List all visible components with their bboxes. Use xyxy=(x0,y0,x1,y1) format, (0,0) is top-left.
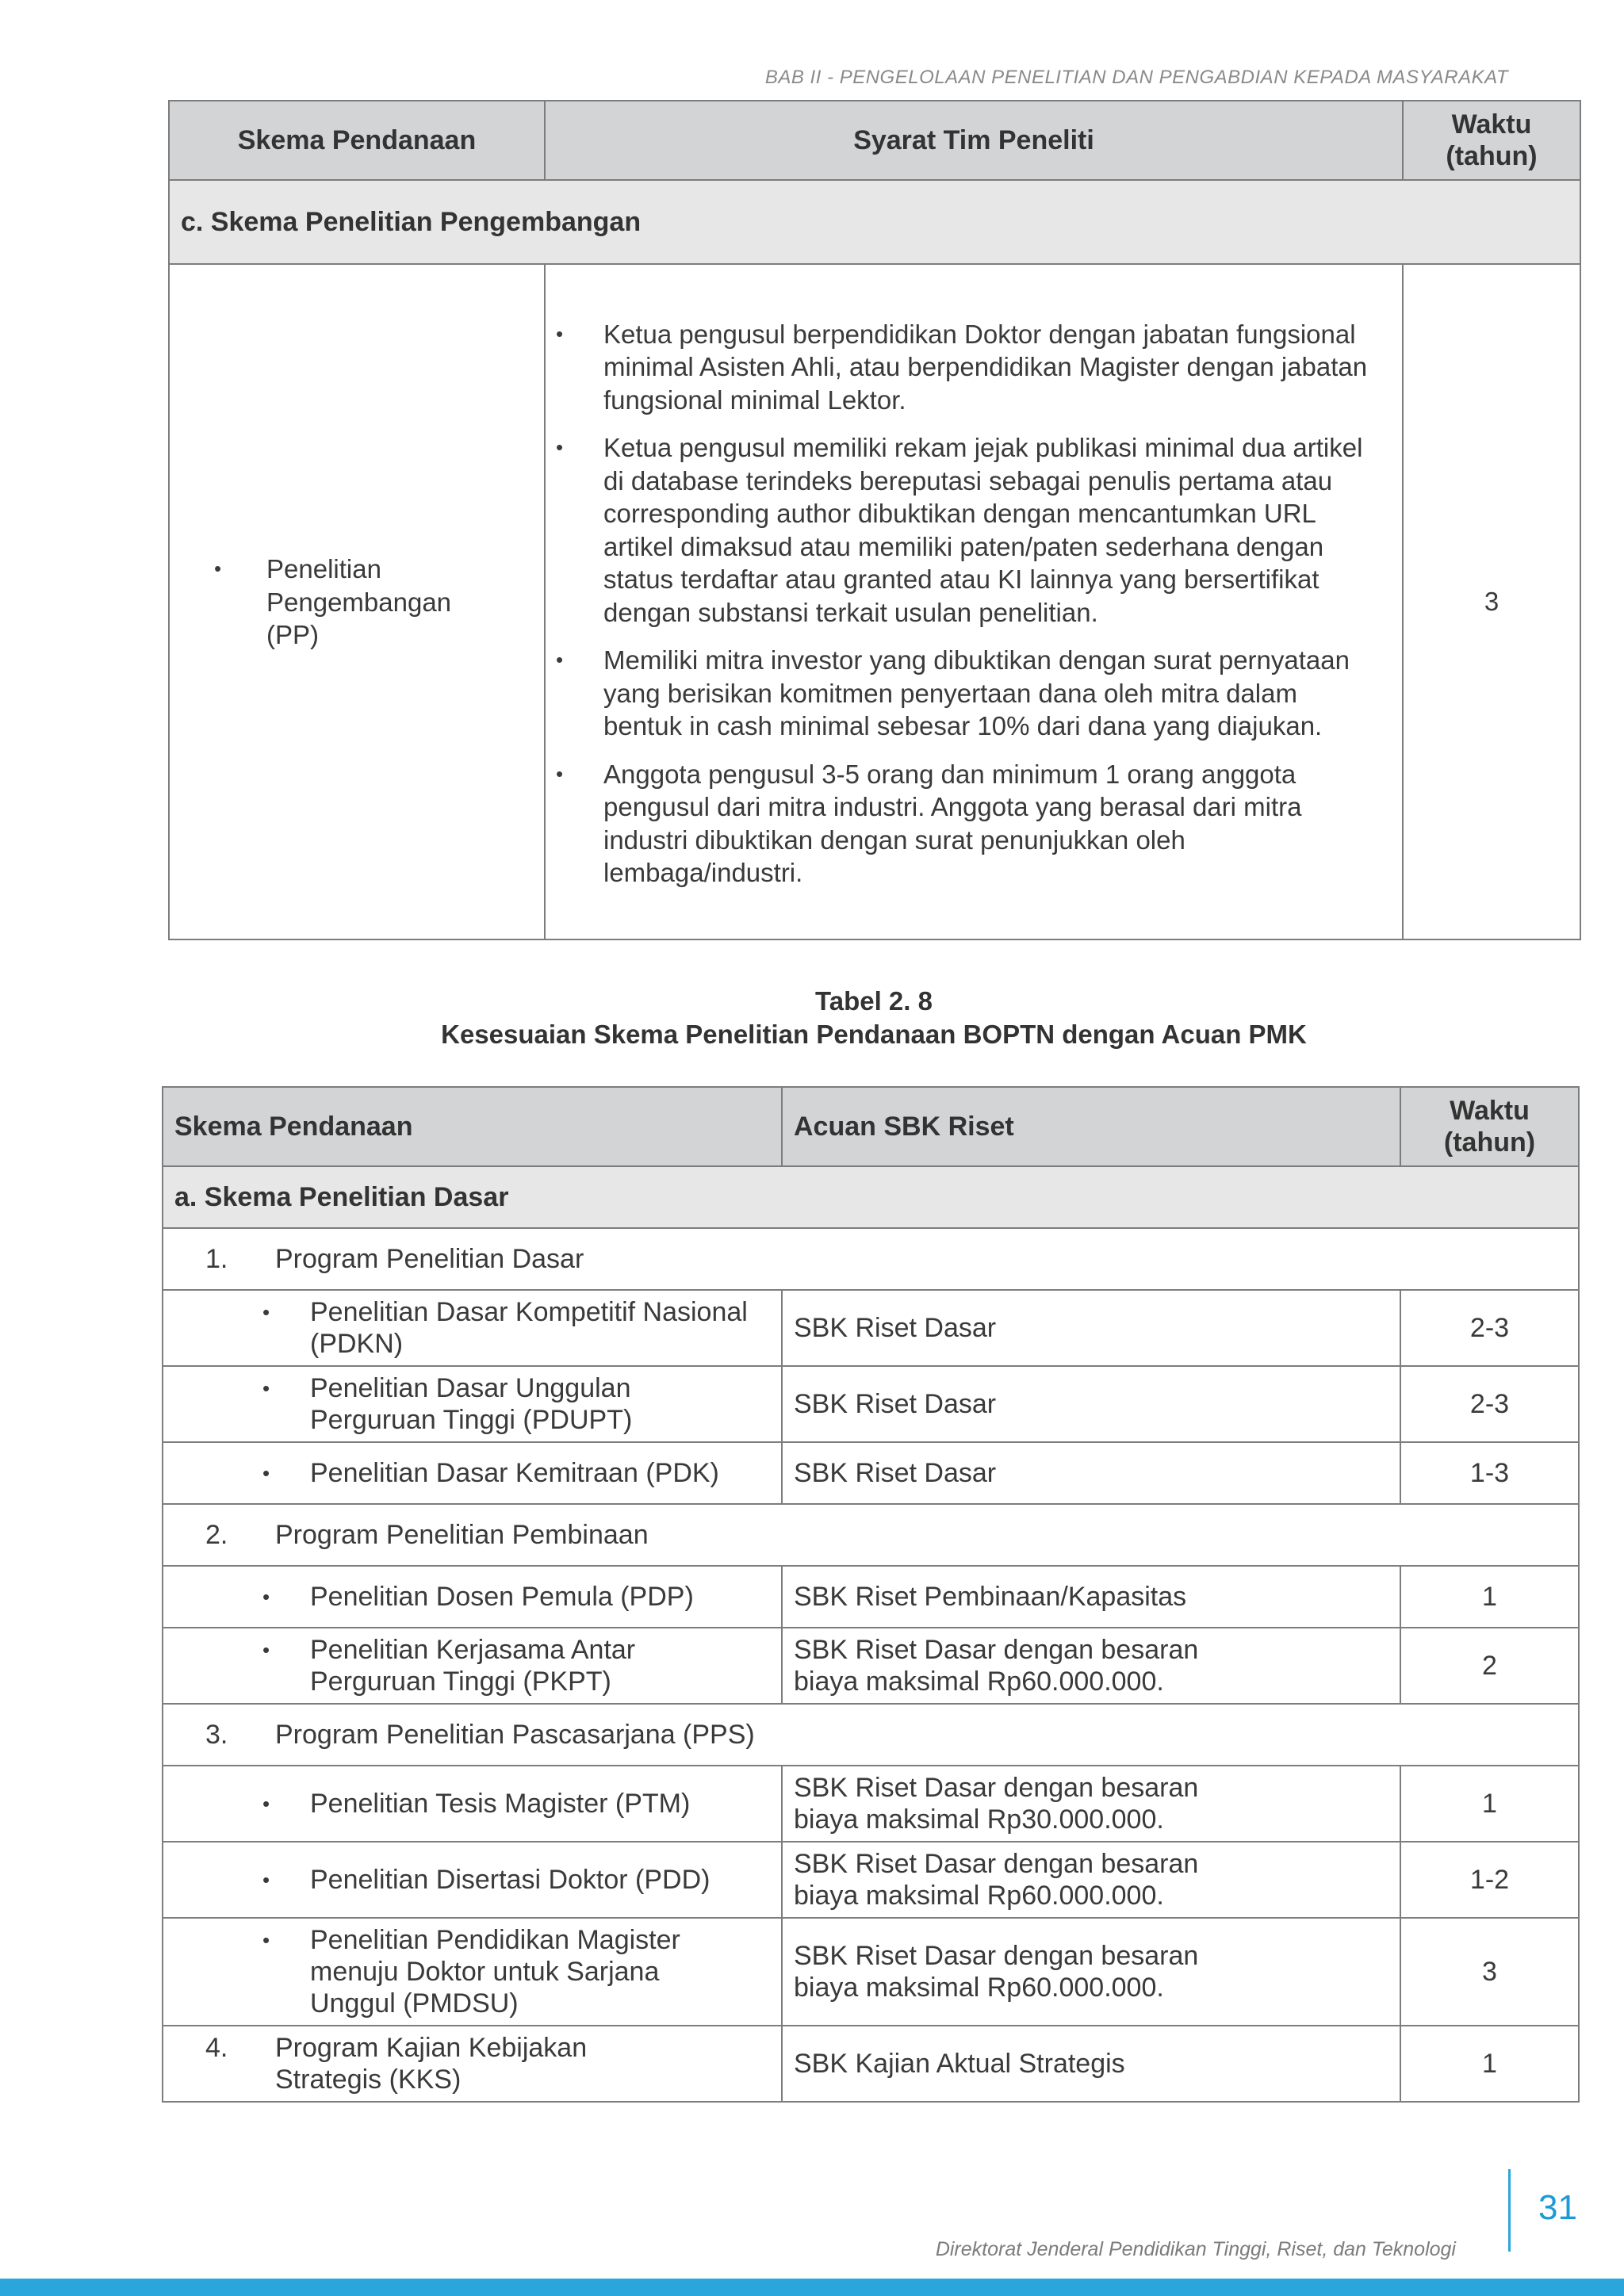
section-title: a. Skema Penelitian Dasar xyxy=(163,1166,1579,1228)
table-row xyxy=(163,1918,1579,2026)
scheme-name: Penelitian Tesis Magister (PTM) xyxy=(310,1789,691,1819)
waktu-cell: 2-3 xyxy=(1400,1366,1579,1442)
acuan-cell: SBK Riset Dasar dengan besaran biaya maksimal Rp60.000.000. xyxy=(782,1628,1400,1704)
list-item: • Ketua pengusul berpendidikan Doktor dengan jabatan fungsional minimal Asisten Ahli, atau berpendidikan Magister dengan jabatan fungsional minimal Lektor. xyxy=(554,318,1369,417)
bullet-icon: • xyxy=(262,1792,270,1816)
table-header-row xyxy=(169,101,1580,180)
bullet-icon: • xyxy=(262,1638,270,1662)
bullet-icon: • xyxy=(556,321,564,346)
scheme-mapping-table xyxy=(162,1086,1580,2103)
program-name: Program Penelitian Pascasarjana (PPS) xyxy=(275,1720,755,1750)
bottom-accent-bar xyxy=(0,2279,1624,2296)
table-row xyxy=(169,264,1580,939)
list-item: • Ketua pengusul memiliki rekam jejak publikasi minimal dua artikel di database terindeks bereputasi sebagai penulis pertama atau corresponding author dibuktikan dengan mencantumkan URL artikel dimaksud atau memiliki paten/paten sederhana dengan status terdaftar atau granted atau KI lainnya yang bersertifikat dengan substansi terkait usulan penelitian. xyxy=(554,431,1369,629)
section-row xyxy=(169,180,1580,264)
bullet-icon: • xyxy=(214,556,222,580)
table-row xyxy=(163,1366,1579,1442)
program-number: 3. xyxy=(205,1720,228,1750)
bullet-icon: • xyxy=(556,648,564,672)
waktu-cell: 2-3 xyxy=(1400,1290,1579,1366)
scheme-name: Penelitian Pendidikan Magister menuju Doktor untuk Sarjana Unggul (PMDSU) xyxy=(310,1925,680,2019)
waktu-cell: 2 xyxy=(1400,1628,1579,1704)
bullet-icon: • xyxy=(262,1585,270,1609)
waktu-cell: 1-3 xyxy=(1400,1442,1579,1504)
scheme-cell xyxy=(169,264,545,939)
list-item: • Memiliki mitra investor yang dibuktikan dengan surat pernyataan yang berisikan komitmen penyertaan dana oleh mitra dalam bentuk in cash minimal sebesar 10% dari dana yang diajukan. xyxy=(554,644,1369,743)
table-row xyxy=(163,1766,1579,1842)
scheme-name: Penelitian Disertasi Doktor (PDD) xyxy=(310,1865,710,1895)
requirements-table xyxy=(168,100,1581,940)
table-caption-title: Kesesuaian Skema Penelitian Pendanaan BOPTN dengan Acuan PMK xyxy=(441,1020,1307,1049)
scheme-name: Penelitian Kerjasama Antar Perguruan Tinggi (PKPT) xyxy=(310,1635,636,1697)
col-header-skema: Skema Pendanaan xyxy=(169,101,545,180)
scheme-name: Penelitian Pengembangan (PP) xyxy=(266,553,452,649)
bullet-icon: • xyxy=(556,761,564,786)
bullet-icon: • xyxy=(262,1868,270,1892)
waktu-cell: 1 xyxy=(1400,2026,1579,2102)
table-row xyxy=(163,1842,1579,1918)
bullet-icon: • xyxy=(262,1461,270,1485)
acuan-cell: SBK Riset Pembinaan/Kapasitas xyxy=(782,1566,1400,1628)
acuan-cell: SBK Riset Dasar dengan besaran biaya maksimal Rp30.000.000. xyxy=(782,1766,1400,1842)
acuan-cell: SBK Riset Dasar dengan besaran biaya maksimal Rp60.000.000. xyxy=(782,1918,1400,2026)
table-caption-label: Tabel 2. 8 xyxy=(815,986,933,1016)
acuan-cell: SBK Riset Dasar xyxy=(782,1442,1400,1504)
table-row xyxy=(163,1628,1579,1704)
running-header: BAB II - PENGELOLAAN PENELITIAN DAN PENGABDIAN KEPADA MASYARAKAT xyxy=(764,67,1508,88)
scheme-name: Penelitian Dasar Kompetitif Nasional (PDKN) xyxy=(310,1297,748,1359)
requirements-cell xyxy=(545,264,1403,939)
acuan-cell: SBK Riset Dasar xyxy=(782,1366,1400,1442)
acuan-cell: SBK Riset Dasar dengan besaran biaya maksimal Rp60.000.000. xyxy=(782,1842,1400,1918)
section-row xyxy=(163,1166,1579,1228)
program-row xyxy=(163,1228,1579,1290)
bullet-icon: • xyxy=(262,1928,270,1952)
footer-divider xyxy=(1508,2169,1511,2252)
program-name: Program Penelitian Pembinaan xyxy=(275,1520,649,1550)
section-title: c. Skema Penelitian Pengembangan xyxy=(169,180,1580,264)
col-header-syarat: Syarat Tim Peneliti xyxy=(545,101,1403,180)
table-row xyxy=(163,1442,1579,1504)
waktu-cell: 1-2 xyxy=(1400,1842,1579,1918)
col-header-waktu: Waktu (tahun) xyxy=(1400,1087,1579,1166)
program-row xyxy=(163,1504,1579,1566)
program-number: 4. xyxy=(205,2033,228,2063)
waktu-cell: 1 xyxy=(1400,1766,1579,1842)
waktu-cell: 3 xyxy=(1400,1918,1579,2026)
list-item: • Anggota pengusul 3-5 orang dan minimum 1 orang anggota pengusul dari mitra industri. Anggota yang berasal dari mitra industri dibuktikan dengan surat penunjukkan oleh lembaga/industri. xyxy=(554,758,1369,890)
bullet-icon: • xyxy=(262,1376,270,1400)
page-number: 31 xyxy=(1538,2188,1577,2227)
table-row xyxy=(163,1566,1579,1628)
program-number: 1. xyxy=(205,1244,228,1274)
program-row xyxy=(163,1704,1579,1766)
scheme-name: Penelitian Dasar Kemitraan (PDK) xyxy=(310,1458,719,1488)
table-header-row xyxy=(163,1087,1579,1166)
scheme-name: Penelitian Dosen Pemula (PDP) xyxy=(310,1582,694,1612)
requirements-list xyxy=(546,296,1401,909)
waktu-cell: 1 xyxy=(1400,1566,1579,1628)
table-row xyxy=(163,1290,1579,1366)
scheme-name: Penelitian Dasar Unggulan Perguruan Tinggi (PDUPT) xyxy=(310,1373,633,1435)
program-row xyxy=(163,2026,1579,2102)
footer-publisher: Direktorat Jenderal Pendidikan Tinggi, Riset, dan Teknologi xyxy=(935,2238,1456,2260)
col-header-waktu: Waktu (tahun) xyxy=(1403,101,1580,180)
acuan-cell: SBK Kajian Aktual Strategis xyxy=(782,2026,1400,2102)
acuan-cell: SBK Riset Dasar xyxy=(782,1290,1400,1366)
col-header-skema: Skema Pendanaan xyxy=(163,1087,782,1166)
program-name: Program Penelitian Dasar xyxy=(275,1244,584,1274)
waktu-cell: 3 xyxy=(1403,264,1580,939)
bullet-icon: • xyxy=(262,1300,270,1324)
program-name: Program Kajian Kebijakan Strategis (KKS) xyxy=(275,2033,588,2095)
col-header-acuan: Acuan SBK Riset xyxy=(782,1087,1400,1166)
program-number: 2. xyxy=(205,1520,228,1550)
bullet-icon: • xyxy=(556,435,564,459)
